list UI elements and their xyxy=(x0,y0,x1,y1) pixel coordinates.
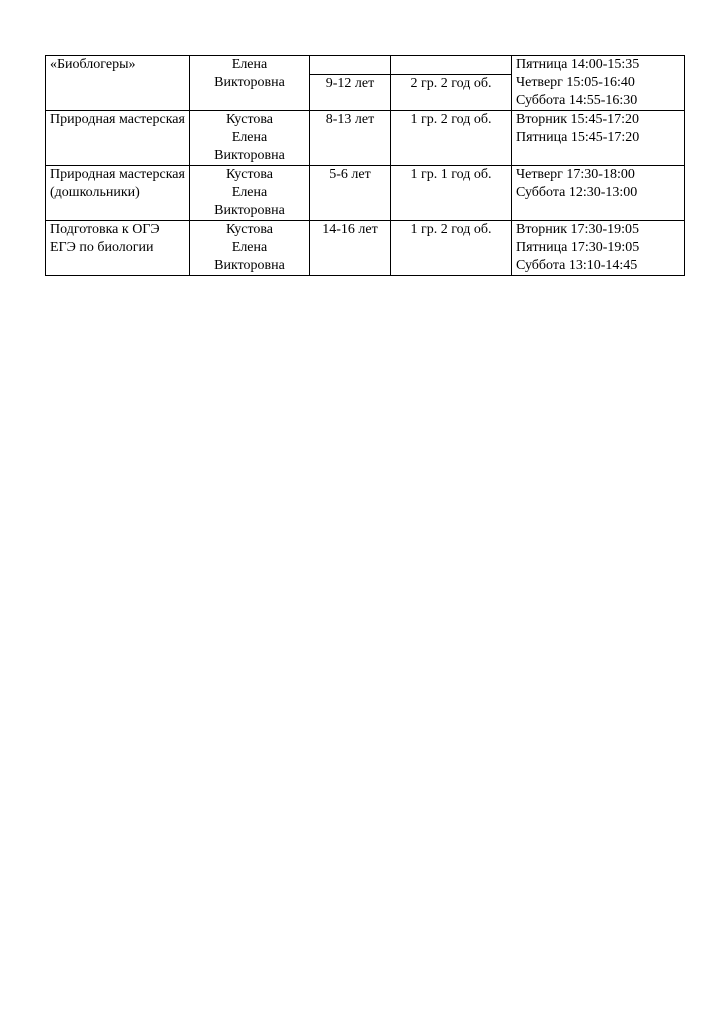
time-cell xyxy=(512,111,685,166)
table-row xyxy=(46,166,685,221)
age-value: 5-6 лет xyxy=(329,167,371,182)
table-row xyxy=(46,111,685,166)
course-name-cell xyxy=(46,56,190,111)
teacher-line: Елена xyxy=(231,130,268,145)
group-cell xyxy=(391,111,512,166)
group-value: 1 гр. 2 год об. xyxy=(410,112,492,127)
time-line: Вторник 15:45-17:20 xyxy=(516,112,639,127)
course-name-cell xyxy=(46,166,190,221)
teacher-line: Елена xyxy=(231,57,268,72)
course-name: Подготовка к ОГЭ ЕГЭ по биологии xyxy=(50,222,160,255)
time-line: Пятница 17:30-19:05 xyxy=(516,240,640,255)
course-name-cell xyxy=(46,111,190,166)
teacher-line: Кустова xyxy=(225,112,274,127)
teacher-line: Елена xyxy=(231,240,268,255)
age-value: 8-13 лет xyxy=(325,112,375,127)
age-value: 9-12 лет xyxy=(325,76,375,91)
group-value: 2 гр. 2 год об. xyxy=(410,76,492,91)
group-cell-empty xyxy=(391,56,512,75)
group-cell xyxy=(391,166,512,221)
age-value: 14-16 лет xyxy=(322,222,378,237)
teacher-cell xyxy=(190,166,310,221)
teacher-line: Кустова xyxy=(225,167,274,182)
teacher-cell xyxy=(190,111,310,166)
course-name: Природная мастерская xyxy=(50,112,185,127)
time-line: Суббота 12:30-13:00 xyxy=(516,185,638,200)
time-cell xyxy=(512,166,685,221)
course-name: Природная мастерская (дошкольники) xyxy=(50,167,185,200)
age-cell xyxy=(310,111,391,166)
teacher-line: Кустова xyxy=(225,222,274,237)
teacher-line: Викторовна xyxy=(214,148,285,163)
schedule-table xyxy=(45,55,685,276)
time-line: Пятница 14:00-15:35 xyxy=(516,57,640,72)
age-cell xyxy=(310,221,391,276)
age-cell xyxy=(310,75,391,111)
teacher-line: Викторовна xyxy=(214,75,285,90)
teacher-line: Викторовна xyxy=(214,203,285,218)
group-value: 1 гр. 2 год об. xyxy=(410,222,492,237)
course-name: «Биоблогеры» xyxy=(50,57,136,72)
time-cell xyxy=(512,56,685,111)
teacher-line: Викторовна xyxy=(214,258,285,273)
time-line: Пятница 15:45-17:20 xyxy=(516,130,640,145)
table-row xyxy=(46,221,685,276)
age-cell xyxy=(310,166,391,221)
teacher-cell xyxy=(190,56,310,111)
time-line: Четверг 15:05-16:40 xyxy=(516,75,635,90)
course-name-cell xyxy=(46,221,190,276)
time-line: Четверг 17:30-18:00 xyxy=(516,167,635,182)
time-line: Вторник 17:30-19:05 xyxy=(516,222,639,237)
table-row xyxy=(46,56,685,75)
time-line: Суббота 13:10-14:45 xyxy=(516,258,638,273)
group-cell xyxy=(391,221,512,276)
time-cell xyxy=(512,221,685,276)
group-value: 1 гр. 1 год об. xyxy=(410,167,492,182)
time-line: Суббота 14:55-16:30 xyxy=(516,93,638,108)
teacher-cell xyxy=(190,221,310,276)
group-cell xyxy=(391,75,512,111)
teacher-line: Елена xyxy=(231,185,268,200)
age-cell-empty xyxy=(310,56,391,75)
